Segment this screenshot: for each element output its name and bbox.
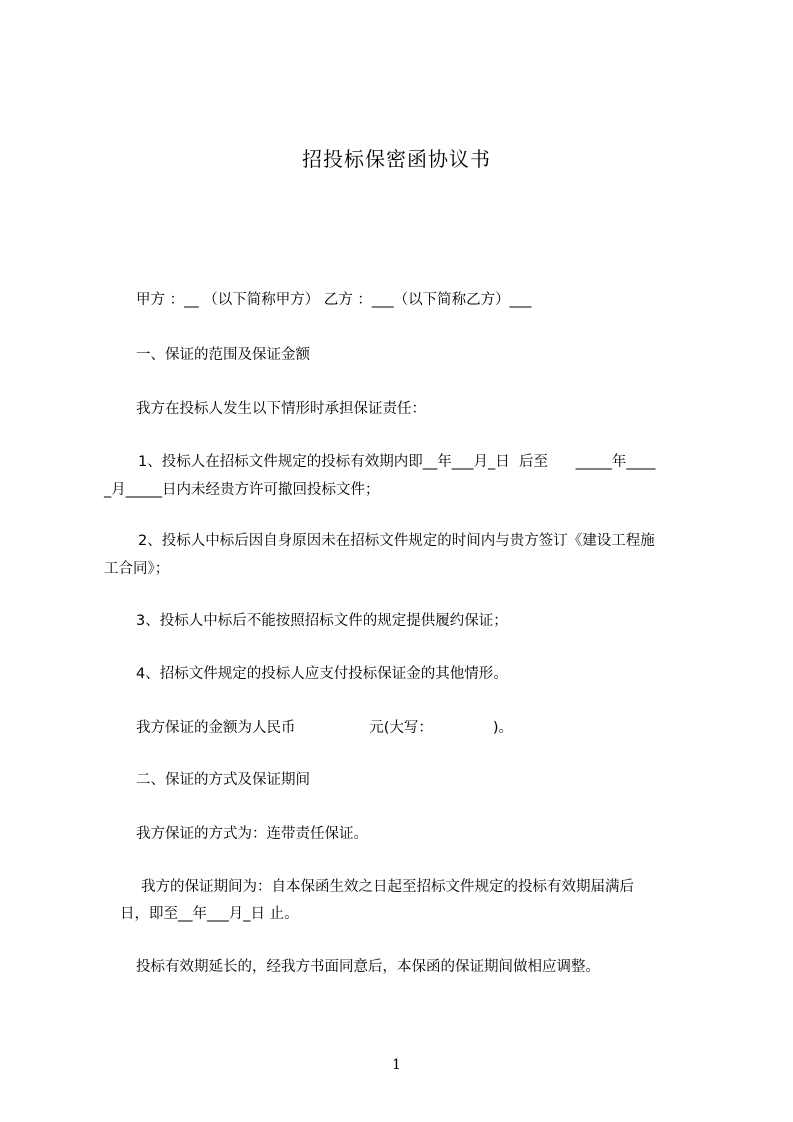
- item3: 3、投标人中标后不能按照招标文件的规定提供履约保证；: [136, 613, 508, 629]
- document-title: 招投标保密函协议书: [302, 147, 491, 171]
- item1-line2: _月_____日内未经贵方许可撤回投标文件；: [104, 482, 380, 498]
- parties-line: 甲方 ：__ （以下简称甲方） 乙方 ：___（以下简称乙方）___: [136, 292, 532, 308]
- item2-line1: 2、投标人中标后因自身原因未在招标文件规定的时间内与贵方签订《建设工程施: [138, 533, 655, 549]
- section2-heading: 二、保证的方式及保证期间: [136, 772, 310, 788]
- page-number: 1: [392, 1057, 401, 1073]
- item1-line1: 1、投标人在招标文件规定的投标有效期内即__年___月_日 后至 _____年____: [138, 454, 656, 470]
- item4: 4、招标文件规定的投标人应支付投标保证金的其他情形。: [136, 666, 508, 682]
- period-line2: 日，即至__年___月_日 止。: [120, 906, 299, 922]
- section1-heading: 一、保证的范围及保证金额: [136, 347, 310, 363]
- item2-line2: 工合同》；: [104, 561, 170, 577]
- amount-line: 我方保证的金额为人民币 元(大写： )。: [136, 720, 513, 736]
- guarantee-method: 我方保证的方式为：连带责任保证。: [136, 826, 368, 842]
- extension-line: 投标有效期延长的，经我方书面同意后，本保函的保证期间做相应调整。: [136, 959, 600, 975]
- section1-intro: 我方在投标人发生以下情形时承担保证责任：: [136, 401, 426, 417]
- period-line1: 我方的保证期间为：自本保函生效之日起至招标文件规定的投标有效期届满后: [141, 879, 634, 895]
